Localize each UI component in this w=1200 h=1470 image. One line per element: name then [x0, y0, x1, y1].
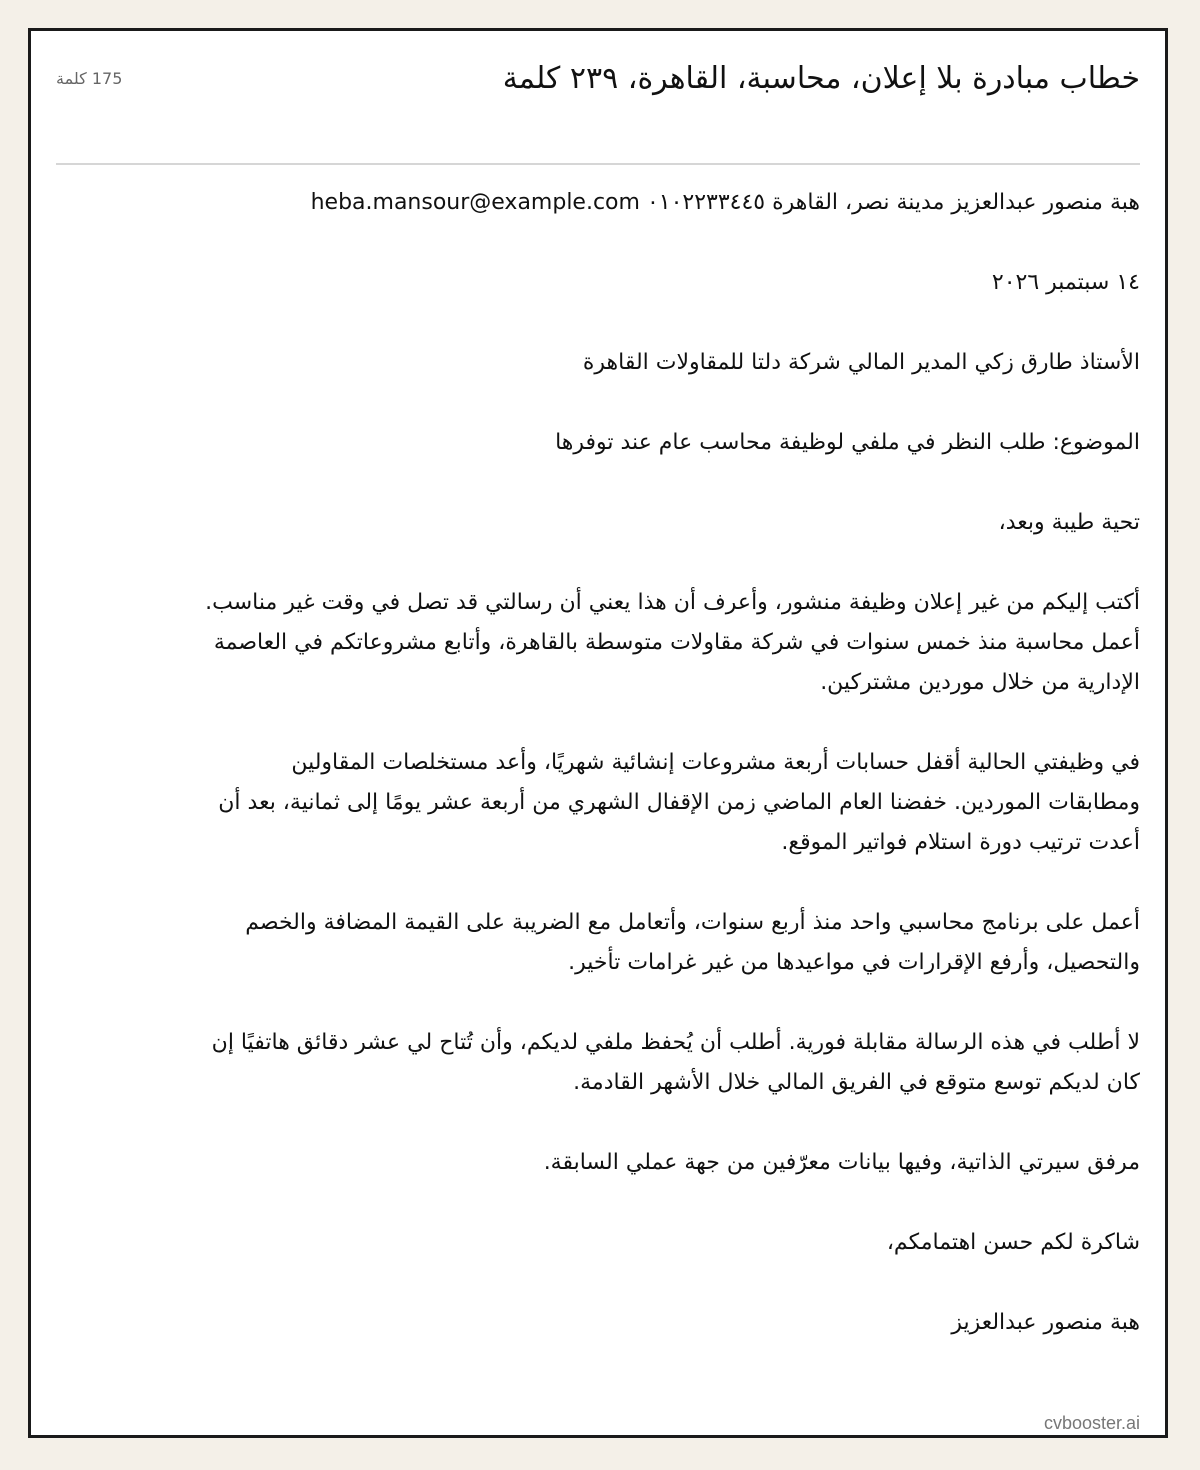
- body-paragraph: أكتب إليكم من غير إعلان وظيفة منشور، وأعرف أن هذا يعني أن رسالتي قد تصل في وقت غير مناسب. أعمل محاسبة منذ خمس سنوات في شركة مقاولات متوسطة بالقاهرة، وأتابع مشروعاتكم في العاصمة الإدارية من خلال موردين مشتركين.: [205, 590, 1140, 695]
- letter-card: [28, 28, 1168, 1438]
- body-paragraph: أعمل على برنامج محاسبي واحد منذ أربع سنوات، وأتعامل مع الضريبة على القيمة المضافة والخصم والتحصيل، وأرفع الإقرارات في مواعيدها من غير غرامات تأخير.: [245, 910, 1140, 975]
- sender-line: هبة منصور عبدالعزيز مدينة نصر، القاهرة ٠١٠٢٢٣٣٤٤٥ heba.mansour@example.com: [310, 190, 1140, 215]
- body-paragraph: في وظيفتي الحالية أقفل حسابات أربعة مشروعات إنشائية شهريًا، وأعد مستخلصات المقاولين ومطابقات الموردين. خفضنا العام الماضي زمن الإقفال الشهري من أربعة عشر يومًا إلى ثمانية، بعد أن أعدت ترتيب دورة استلام فواتير الموقع.: [218, 750, 1140, 855]
- recipient-line: الأستاذ طارق زكي المدير المالي شركة دلتا للمقاولات القاهرة: [582, 350, 1140, 375]
- subject-line: الموضوع: طلب النظر في ملفي لوظيفة محاسب عام عند توفرها: [555, 430, 1140, 455]
- closing-line: شاكرة لكم حسن اهتمامكم،: [886, 1230, 1140, 1255]
- greeting-line: تحية طيبة وبعد،: [998, 510, 1140, 535]
- letter-header: [56, 57, 1140, 165]
- page-title: خطاب مبادرة بلا إعلان، محاسبة، القاهرة، ٢٣٩ كلمة: [502, 61, 1140, 96]
- date-line: ١٤ سبتمبر ٢٠٢٦: [991, 270, 1140, 295]
- brand-watermark: cvbooster.ai: [1043, 1413, 1140, 1433]
- body-paragraph: لا أطلب في هذه الرسالة مقابلة فورية. أطلب أن يُحفظ ملفي لديكم، وأن تُتاح لي عشر دقائق هاتفيًا إن كان لديكم توسع متوقع في الفريق المالي خلال الأشهر القادمة.: [211, 1030, 1140, 1095]
- word-count-badge: 175 كلمة: [56, 69, 123, 88]
- signature-line: هبة منصور عبدالعزيز: [951, 1310, 1140, 1335]
- letter-body: [200, 183, 1140, 1343]
- body-paragraph: مرفق سيرتي الذاتية، وفيها بيانات معرّفين من جهة عملي السابقة.: [543, 1150, 1140, 1175]
